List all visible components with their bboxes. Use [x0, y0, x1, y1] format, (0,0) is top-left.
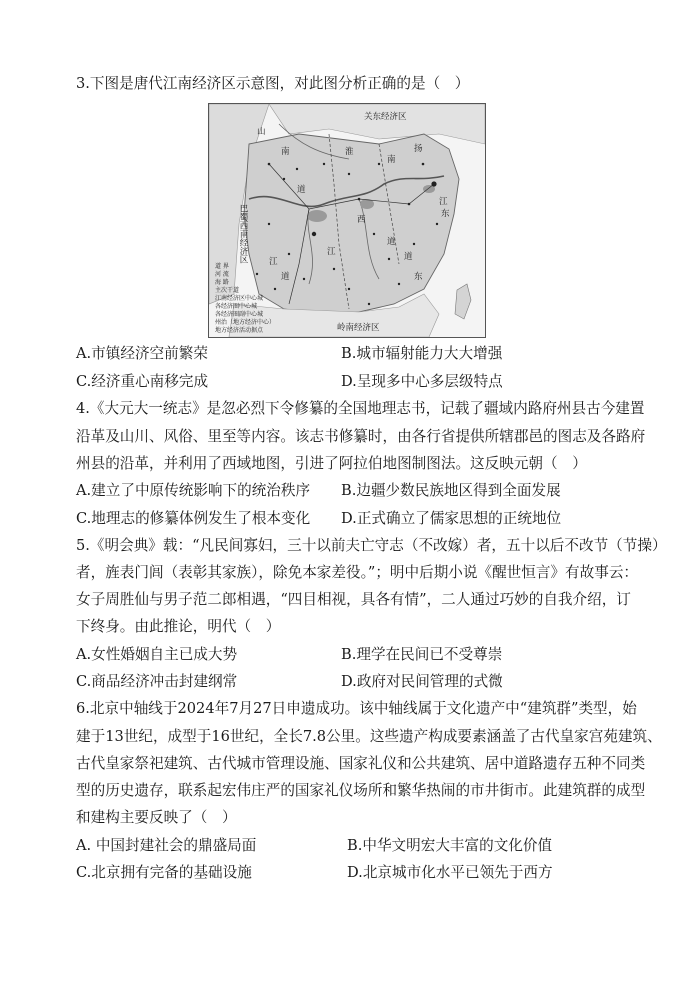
map-svg — [209, 104, 485, 337]
label-lingnan: 岭南经济区 — [337, 323, 380, 333]
q5-option-a[interactable]: A.女性婚姻自主已成大势 — [76, 646, 238, 663]
q6-option-a[interactable]: A. 中国封建社会的鼎盛局面 — [76, 837, 257, 854]
svg-text:各经济圈中心城: 各经济圈中心城 — [215, 303, 258, 310]
svg-text:河 流: 河 流 — [215, 271, 229, 278]
q4-option-b[interactable]: B.边疆少数民族地区得到全面发展 — [341, 482, 561, 499]
q3-stem: 3.下图是唐代江南经济区示意图，对此图分析正确的是（ ） — [76, 75, 470, 92]
q6-option-b[interactable]: B.中华文明宏大丰富的文化价值 — [347, 837, 553, 854]
label-guandong: 关东经济区 — [364, 112, 407, 122]
q5-line-2: 者，旌表门闾（表彰其家族），除免本家差役。”；明中后期小说《醒世恒言》有故事云： — [76, 564, 639, 581]
label-nan: 南 — [281, 147, 290, 157]
label-dong: 东 — [441, 209, 450, 219]
q3-option-c[interactable]: C.经济重心南移完成 — [76, 373, 209, 390]
svg-text:海 路: 海 路 — [215, 279, 229, 286]
q3-option-d[interactable]: D.呈现多中心多层级特点 — [341, 373, 503, 390]
label-dong2: 东 — [414, 272, 423, 282]
label-huai: 淮 — [345, 147, 354, 157]
q6-line-4: 型的历史遗存，联系起宏伟庄严的国家礼仪场所和繁华热闹的市井街市。此建筑群的成型 — [76, 782, 646, 799]
q5-option-c[interactable]: C.商品经济冲击封建纲常 — [76, 673, 238, 690]
q4-line-3: 州县的沿革，并利用了西域地图，引进了阿拉伯地图制图法。这反映元朝（ ） — [76, 455, 587, 472]
q6-line-3: 古代皇家祭祀建筑、古代城市管理设施、国家礼仪和公共建筑、居中道路遗存五种不同类 — [76, 755, 646, 772]
svg-text:州治（地方经济中心）: 州治（地方经济中心） — [215, 319, 276, 326]
label-yang: 扬 — [414, 144, 423, 154]
q3-option-b[interactable]: B.城市辐射能力大大增强 — [341, 345, 503, 362]
dongting-lake — [307, 210, 327, 222]
q6-line-1: 6.北京中轴线于2024年7月27日申遗成功。该中轴线属于文化遗产中“建筑群”类型，始 — [76, 700, 637, 717]
q4-option-d[interactable]: D.正式确立了儒家思想的正统地位 — [341, 510, 562, 527]
q4-option-a[interactable]: A.建立了中原传统影响下的统治秩序 — [76, 482, 311, 499]
label-shan: 山 — [257, 127, 266, 137]
q6-option-c[interactable]: C.北京拥有完备的基础设施 — [76, 864, 252, 881]
label-bashu-vertical — [238, 204, 248, 264]
svg-text:巴蜀西南经济区: 巴蜀西南经济区 — [238, 204, 248, 264]
label-xi: 西 — [357, 215, 366, 225]
q5-line-3: 女子周胜仙与男子范二郎相遇，“四目相视，具各有情”，二人通过巧妙的自我介绍，订 — [76, 591, 631, 608]
label-dao2: 道 — [387, 237, 396, 247]
label-jiang3: 江 — [269, 257, 278, 267]
q4-option-c[interactable]: C.地理志的修纂体例发生了根本变化 — [76, 510, 311, 527]
svg-text:主次干道: 主次干道 — [215, 287, 240, 294]
label-jiang: 江 — [327, 247, 336, 257]
tang-jiangnan-economic-map — [208, 103, 486, 338]
q4-line-2: 沿革及山川、风俗、里至等内容。该志书修纂时，由各行省提供所辖郡邑的图志及各路府 — [76, 428, 646, 445]
q5-option-b[interactable]: B.理学在民间已不受尊崇 — [341, 646, 503, 663]
q6-line-2: 建于13世纪，成型于16世纪，全长7.8公里。这些遗产构成要素涵盖了古代皇家宫苑建筑、 — [76, 728, 662, 745]
q6-option-d[interactable]: D.北京城市化水平已领先于西方 — [347, 864, 553, 881]
q3-option-a[interactable]: A.市镇经济空前繁荣 — [76, 345, 208, 362]
q5-option-d[interactable]: D.政府对民间管理的式微 — [341, 673, 503, 690]
q5-line-4: 下终身。由此推论，明代（ ） — [76, 618, 281, 635]
label-dao4: 道 — [281, 272, 290, 282]
svg-text:道 界: 道 界 — [215, 263, 229, 270]
label-jiang2: 江 — [439, 197, 448, 207]
label-nan2: 南 — [387, 155, 396, 165]
label-dao: 道 — [297, 185, 306, 195]
q4-line-1: 4.《大元大一统志》是忽必烈下令修纂的全国地理志书，记载了疆域内路府州县古今建置 — [76, 400, 645, 417]
q6-line-5: 和建构主要反映了（ ） — [76, 809, 237, 826]
q5-line-1: 5.《明会典》载：“凡民间寡妇，三十以前夫亡守志（不改嫁）者，五十以后不改节（节操） — [76, 537, 667, 554]
svg-text:各经济圈副中心城: 各经济圈副中心城 — [215, 311, 264, 318]
svg-text:地方经济活动据点: 地方经济活动据点 — [215, 327, 264, 334]
svg-text:江南经济区中心城: 江南经济区中心城 — [215, 295, 264, 302]
label-dao3: 道 — [404, 252, 413, 262]
